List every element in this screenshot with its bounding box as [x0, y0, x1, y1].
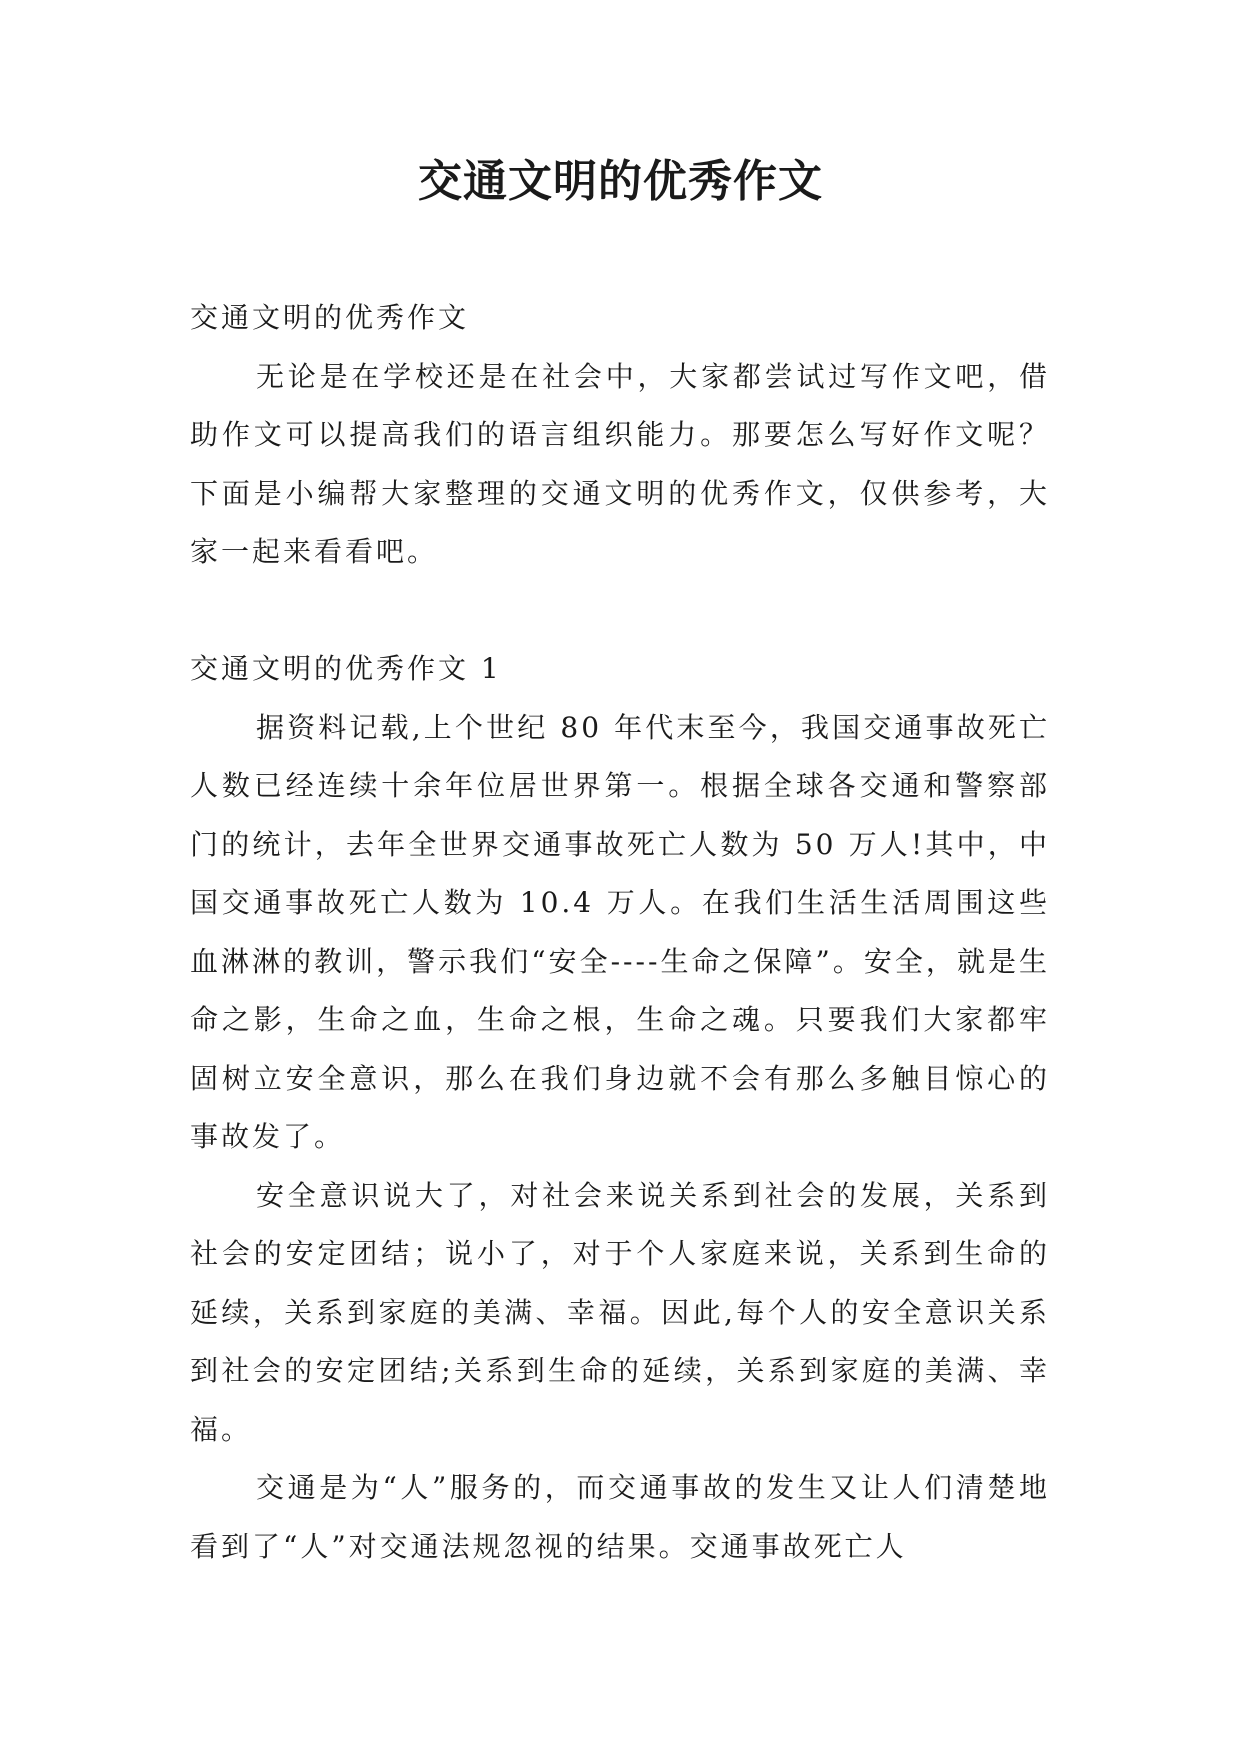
section-heading: 交通文明的优秀作文 1	[190, 652, 502, 685]
section-spacer	[190, 582, 1050, 641]
intro-paragraph: 无论是在学校还是在社会中，大家都尝试过写作文吧，借助作文可以提高我们的语言组织能力。那要怎么写好作文呢？下面是小编帮大家整理的交通文明的优秀作文，仅供参考，大家一起来看看吧。	[190, 359, 1050, 568]
body-paragraph: 交通是为“人”服务的，而交通事故的发生又让人们清楚地看到了“人”对交通法规忽视的结果。交通事故死亡人	[190, 1471, 1050, 1563]
body-paragraph: 安全意识说大了，对社会来说关系到社会的发展，关系到社会的安定团结；说小了，对于个人家庭来说，关系到生命的延续，关系到家庭的美满、幸福。因此,每个人的安全意识关系到社会的安定团结;关系到生命的延续，关系到家庭的美满、幸福。	[190, 1178, 1050, 1446]
document-body	[190, 289, 1050, 1576]
body-paragraph: 据资料记载,上个世纪 80 年代末至今，我国交通事故死亡人数已经连续十余年位居世界第一。根据全球各交通和警察部门的统计，去年全世界交通事故死亡人数为 50 万人!其中，中国交通事故死亡人数为 10.4 万人。在我们生活生活周围这些血淋淋的教训，警示我们“安全----生命之保障”。安全，就是生命之影，生命之血，生命之根，生命之魂。只要我们大家都牢固树立安全意识，那么在我们身边就不会有那么多触目惊心的事故发了。	[190, 710, 1050, 1153]
subtitle: 交通文明的优秀作文	[190, 301, 470, 334]
document-title: 交通文明的优秀作文	[418, 156, 823, 207]
